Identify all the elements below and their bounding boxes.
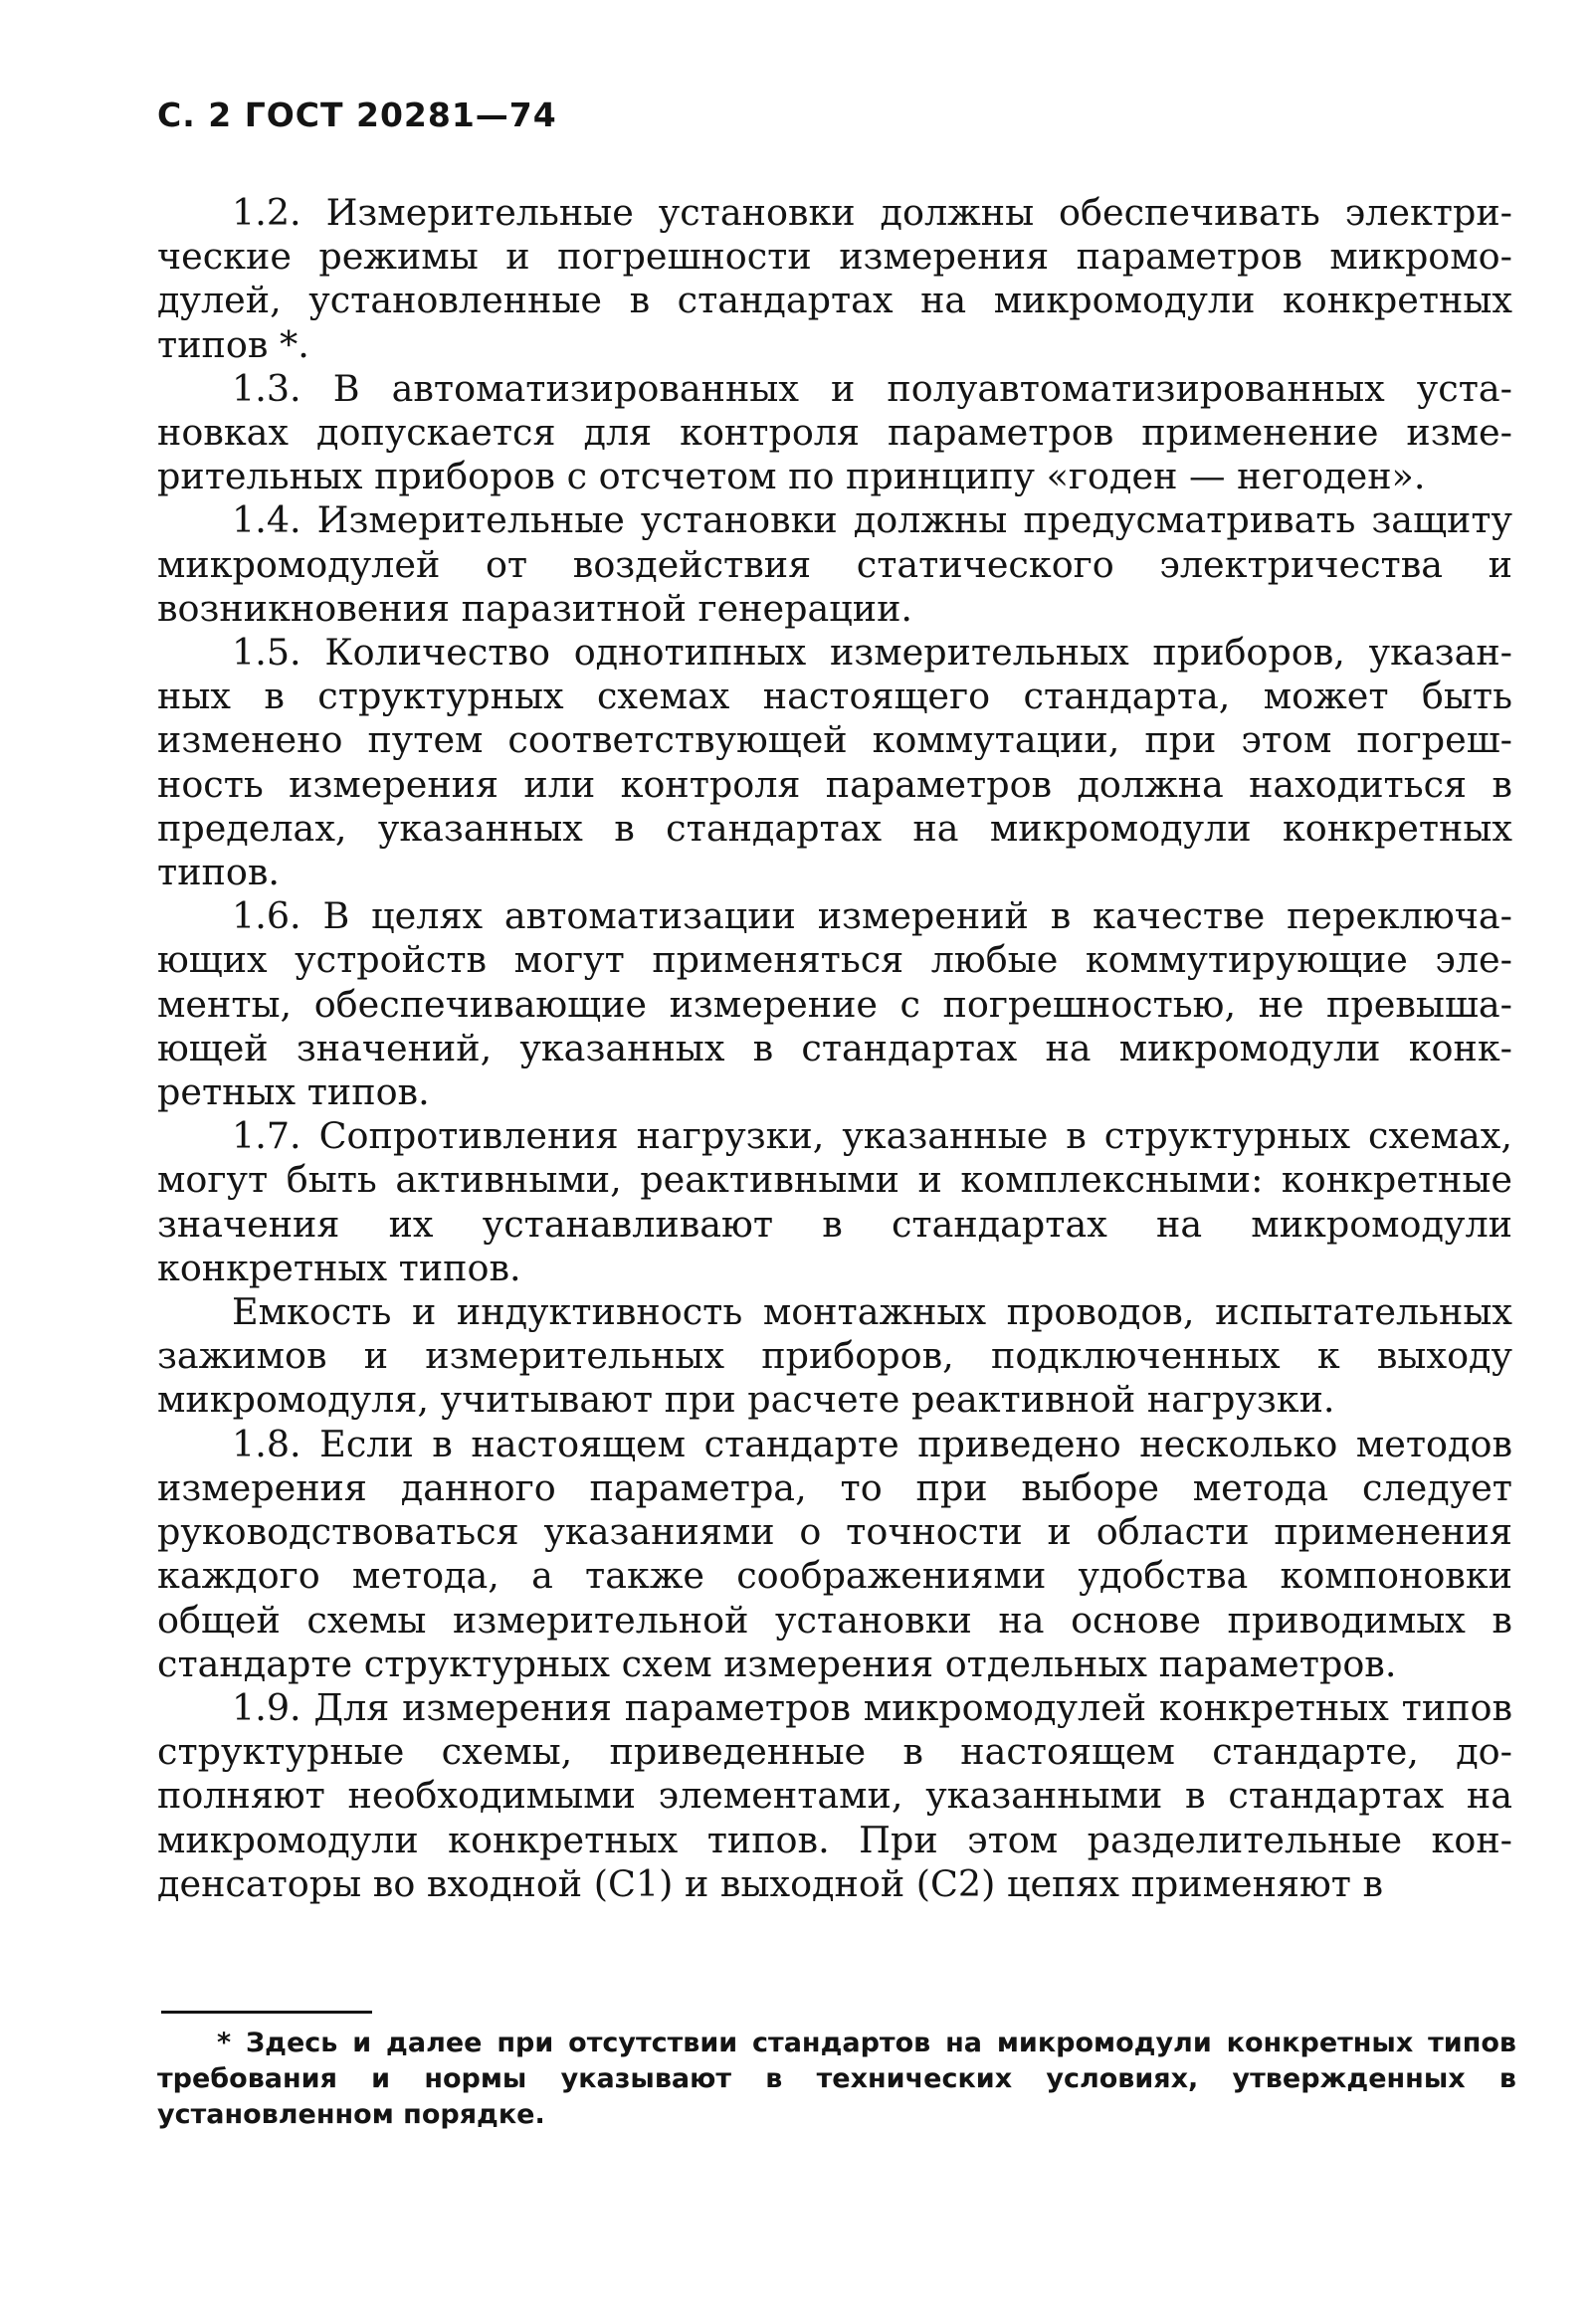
body-text xyxy=(157,191,1512,1906)
footnote: * Здесь и далее при отсутствии стандартов на микромодули конкретных типов требования и нормы указывают в технических условиях, утвержденных в установленном порядке. xyxy=(157,2028,1516,2130)
paragraph-1-4: 1.4. Измерительные установки должны предусматривать защиту микромодулей от воздействия статического электричества и возникновения паразитной генерации. xyxy=(157,498,1512,630)
paragraph-1-5: 1.5. Количество однотипных измерительных приборов, указанных в структурных схемах настоящего стандарта, может быть изменено путем соответствующей коммутации, при этом погрешность измерения или контроля параметров должна находиться в пределах, указанных в стандартах на микромодули конкретных типов. xyxy=(157,631,1512,894)
paragraph-1-7-continuation: Емкость и индуктивность монтажных проводов, испытательных зажимов и измерительных приборов, подключенных к выходу микромодуля, учитывают при расчете реактивной нагрузки. xyxy=(157,1290,1512,1422)
footnote-divider xyxy=(161,2011,372,2014)
paragraph-1-3: 1.3. В автоматизированных и полуавтоматизированных установках допускается для контроля параметров применение измерительных приборов с отсчетом по принципу «годен — негоден». xyxy=(157,366,1512,498)
paragraph-1-6: 1.6. В целях автоматизации измерений в качестве переключающих устройств могут применяться любые коммутирующие элементы, обеспечивающие измерение с погрешностью, не превышающей значений, указанных в стандартах на микромодули конкретных типов. xyxy=(157,894,1512,1114)
paragraph-1-8: 1.8. Если в настоящем стандарте приведено несколько методов измерения данного параметра, то при выборе метода следует руководствоваться указаниями о точности и области применения каждого метода, а также соображениями удобства компоновки общей схемы измерительной установки на основе приводимых в стандарте структурных схем измерения отдельных параметров. xyxy=(157,1422,1512,1685)
paragraph-1-7: 1.7. Сопротивления нагрузки, указанные в структурных схемах, могут быть активными, реактивными и комплексными: конкретные значения их устанавливают в стандартах на микромодули конкретных типов. xyxy=(157,1114,1512,1289)
paragraph-1-9: 1.9. Для измерения параметров микромодулей конкретных типов структурные схемы, приведенные в настоящем стандарте, дополняют необходимыми элементами, указанными в стандартах на микромодули конкретных типов. При этом разделительные конденсаторы во входной (С1) и выходной (С2) цепях применяют в xyxy=(157,1685,1512,1905)
paragraph-1-2: 1.2. Измерительные установки должны обеспечивать электрические режимы и погрешности измерения параметров микромодулей, установленные в стандартах на микромодули конкретных типов *. xyxy=(157,191,1512,366)
running-head: С. 2 ГОСТ 20281—74 xyxy=(157,96,557,134)
